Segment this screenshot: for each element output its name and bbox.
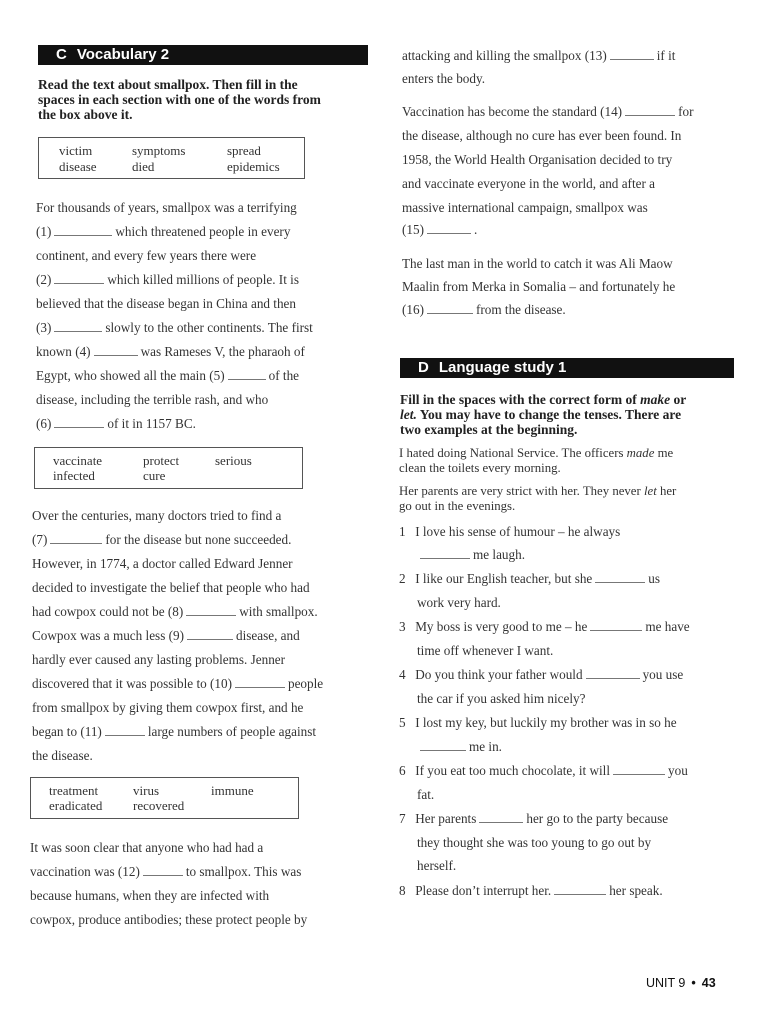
word-box-word: eradicated: [49, 798, 103, 813]
word-box-word: serious: [215, 453, 252, 468]
exercise-item-1: 1 I love his sense of humour – he always: [399, 524, 621, 539]
word-box-word: symptoms: [132, 143, 186, 158]
answer-blank-2[interactable]: [54, 273, 104, 284]
answer-blank-13[interactable]: [610, 49, 654, 60]
text-line: believed that the disease began in China and then: [36, 296, 297, 311]
unit-label: UNIT 9: [646, 976, 686, 990]
text-line: enters the body.: [402, 71, 486, 86]
text-line: (1) which threatened people in every: [36, 224, 291, 239]
answer-blank-1[interactable]: [54, 225, 112, 236]
answer-blank-3[interactable]: [54, 321, 102, 332]
word-box-word: cure: [143, 468, 166, 483]
text-line: It was soon clear that anyone who had had a: [30, 840, 264, 855]
exercise-item-2-cont: work very hard.: [417, 595, 501, 610]
text-line: from smallpox by giving them cowpox first, and he: [32, 700, 304, 715]
text-line: (3) slowly to the other continents. The first: [36, 320, 313, 335]
word-box-1: [38, 137, 305, 179]
answer-blank-14[interactable]: [625, 105, 675, 116]
instruction-line: Read the text about smallpox. Then fill in the: [38, 77, 298, 92]
text-line: (16) from the disease.: [402, 302, 566, 317]
section-c-title: Vocabulary 2: [76, 46, 170, 63]
answer-blank-d6[interactable]: [613, 764, 665, 775]
word-box-word: disease: [59, 159, 97, 174]
exercise-item-3-cont: time off whenever I want.: [417, 643, 554, 658]
answer-blank-11[interactable]: [105, 725, 145, 736]
text-line: had cowpox could not be (8) with smallpox.: [32, 604, 318, 619]
answer-blank-d3[interactable]: [590, 620, 642, 631]
exercise-item-4-cont: the car if you asked him nicely?: [417, 691, 586, 706]
answer-blank-7[interactable]: [50, 533, 102, 544]
page-number: 43: [701, 976, 716, 990]
section-c-banner: [38, 45, 368, 65]
text-line: the disease, although no cure has ever been found. In: [402, 128, 682, 143]
answer-blank-d4[interactable]: [586, 668, 640, 679]
text-line: decided to investigate the belief that people who had: [32, 580, 310, 595]
answer-blank-d8[interactable]: [554, 884, 606, 895]
text-line: (6) of it in 1157 BC.: [36, 416, 196, 431]
text-line: However, in 1774, a doctor called Edward Jenner: [32, 556, 293, 571]
answer-blank-9[interactable]: [187, 629, 233, 640]
word-box-word: infected: [53, 468, 95, 483]
example-line: go out in the evenings.: [399, 499, 516, 513]
word-box-word: immune: [211, 783, 254, 798]
answer-blank-d7[interactable]: [479, 812, 523, 823]
answer-blank-d5[interactable]: [420, 740, 466, 751]
exercise-item-5-cont: me in.: [417, 739, 502, 755]
text-line: because humans, when they are infected with: [30, 888, 270, 903]
section-d-instructions: Fill in the spaces with the correct form of make or let. You may have to change the tenses. There are two examples at the beginning.: [400, 392, 687, 437]
exercise-item-5: 5 I lost my key, but luckily my brother was in so he: [399, 715, 677, 730]
exercise-item-4: 4 Do you think your father would you use: [399, 667, 684, 682]
answer-blank-5[interactable]: [228, 369, 266, 380]
bullet-separator: •: [691, 976, 696, 990]
instruction-line: the box above it.: [38, 107, 133, 122]
exercise-item-6: 6 If you eat too much chocolate, it will you: [399, 763, 688, 778]
example-line: clean the toilets every morning.: [399, 461, 561, 475]
text-line: cowpox, produce antibodies; these protect people by: [30, 912, 308, 927]
word-box-2: [34, 447, 303, 489]
text-line: the disease.: [32, 748, 93, 763]
word-box-word: epidemics: [227, 159, 280, 174]
word-box-word: died: [132, 159, 155, 174]
text-line: Over the centuries, many doctors tried to find a: [32, 508, 282, 523]
text-line: continent, and every few years there were: [36, 248, 257, 263]
instruction-line: spaces in each section with one of the words from: [38, 92, 321, 107]
word-box-word: vaccinate: [53, 453, 103, 468]
exercise-item-7-cont: they thought she was too young to go out by: [417, 835, 652, 850]
text-line: vaccination was (12) to smallpox. This was: [30, 864, 302, 879]
text-line: known (4) was Rameses V, the pharaoh of: [36, 344, 305, 359]
section-c-instructions: [38, 77, 368, 122]
exercise-item-3: 3 My boss is very good to me – he me have: [399, 619, 690, 634]
word-box-word: virus: [133, 783, 159, 798]
word-box-word: spread: [227, 143, 261, 158]
text-line: attacking and killing the smallpox (13) if it: [402, 48, 676, 63]
text-line: began to (11) large numbers of people against: [32, 724, 317, 739]
answer-blank-d2[interactable]: [595, 572, 645, 583]
answer-blank-d1[interactable]: [420, 548, 470, 559]
section-d-banner: [400, 358, 734, 378]
text-line: disease, including the terrible rash, and who: [36, 392, 269, 407]
answer-blank-15[interactable]: [427, 223, 471, 234]
answer-blank-10[interactable]: [235, 677, 285, 688]
text-line: and vaccinate everyone in the world, and after a: [402, 176, 656, 191]
answer-blank-16[interactable]: [427, 303, 473, 314]
exercise-item-2: 2 I like our English teacher, but she us: [399, 571, 661, 586]
text-line: Cowpox was a much less (9) disease, and: [32, 628, 300, 643]
word-box-word: recovered: [133, 798, 185, 813]
section-c-letter: C: [56, 46, 67, 63]
answer-blank-8[interactable]: [186, 605, 236, 616]
text-line: (2) which killed millions of people. It is: [36, 272, 299, 287]
exercise-item-7-cont: herself.: [417, 858, 457, 873]
text-line: For thousands of years, smallpox was a terrifying: [36, 200, 297, 215]
text-line: 1958, the World Health Organisation decided to try: [402, 152, 673, 167]
example-line: I hated doing National Service. The officers made me: [399, 446, 674, 460]
exercise-item-7: 7 Her parents her go to the party because: [399, 811, 669, 826]
example-line: Her parents are very strict with her. They never let her: [399, 484, 677, 498]
text-line: (7) for the disease but none succeeded.: [32, 532, 292, 547]
text-line: Egypt, who showed all the main (5) of the: [36, 368, 300, 383]
page-footer: [646, 976, 716, 990]
section-d-title: Language study 1: [438, 359, 567, 376]
word-box-word: protect: [143, 453, 180, 468]
text-line: massive international campaign, smallpox was: [402, 200, 648, 215]
word-box-word: victim: [59, 143, 93, 158]
text-line: discovered that it was possible to (10) people: [32, 676, 324, 691]
answer-blank-4[interactable]: [94, 345, 138, 356]
text-line: The last man in the world to catch it was Ali Maow: [402, 256, 673, 271]
text-line: Maalin from Merka in Somalia – and fortunately he: [402, 279, 676, 294]
text-line: (15) .: [402, 222, 478, 237]
word-box-3: [30, 777, 299, 819]
text-line: hardly ever caused any lasting problems. Jenner: [32, 652, 286, 667]
answer-blank-12[interactable]: [143, 865, 183, 876]
text-line: Vaccination has become the standard (14) for: [402, 104, 694, 119]
exercise-item-8: 8 Please don’t interrupt her. her speak.: [399, 883, 663, 898]
exercise-item-1-cont: me laugh.: [417, 547, 525, 563]
exercise-item-6-cont: fat.: [417, 787, 435, 802]
word-box-word: treatment: [49, 783, 99, 798]
section-d-letter: D: [418, 359, 429, 376]
answer-blank-6[interactable]: [54, 417, 104, 428]
